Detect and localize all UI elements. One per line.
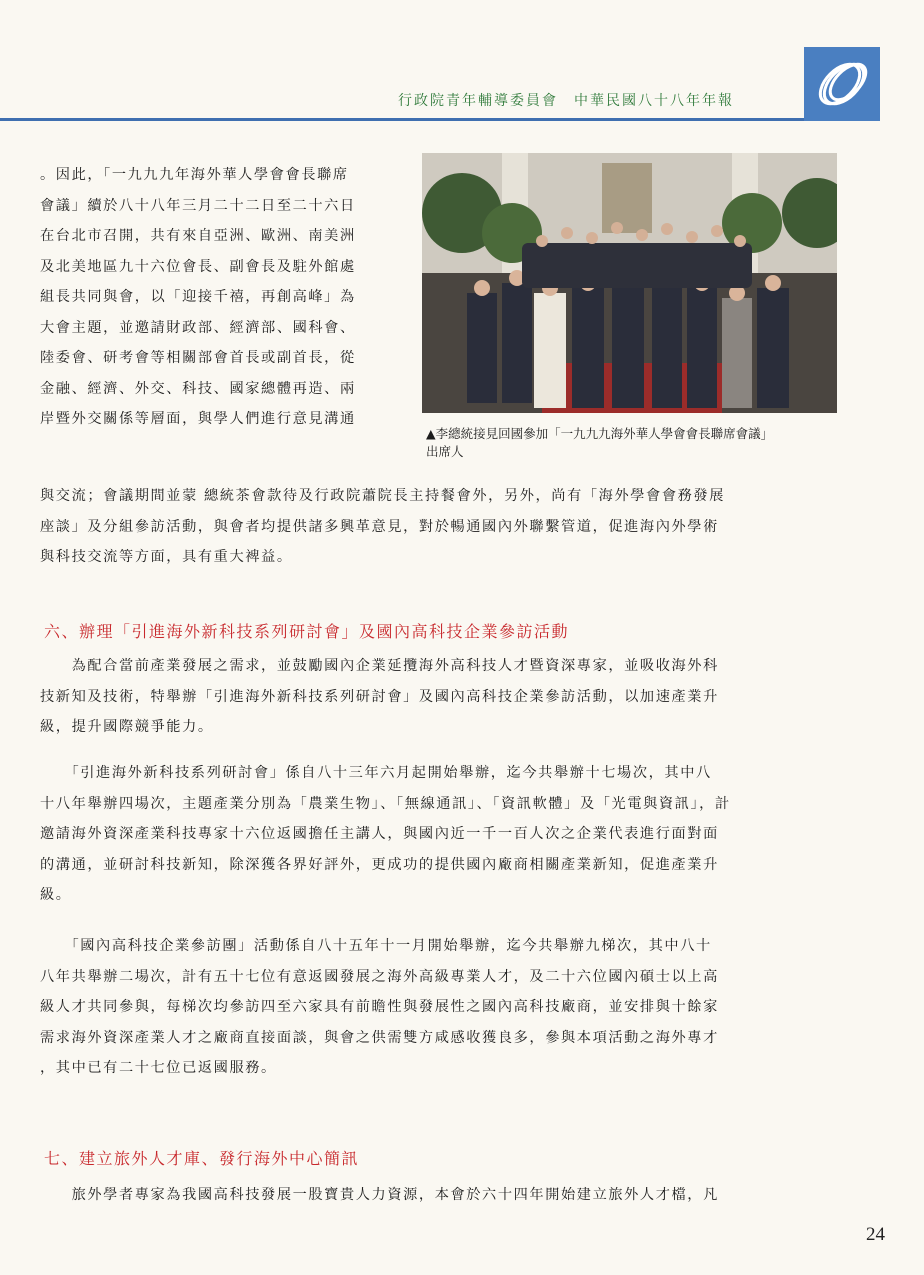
- text-line: 為配合當前產業發展之需求，並鼓勵國內企業延攬海外高科技人才暨資深專家，並吸收海外科: [40, 658, 719, 674]
- photo-caption: [426, 425, 846, 461]
- text-line: 「引進海外新科技系列研討會」係自八十三年六月起開始舉辦，迄今共舉辦十七場次，其中八: [40, 765, 712, 781]
- text-line: 岸暨外交關係等層面，與學人們進行意見溝通: [40, 411, 356, 427]
- caption-line: 出席人: [426, 444, 464, 459]
- section-6-paragraph-3: [40, 931, 880, 1084]
- text-line: 級。: [40, 887, 72, 903]
- text-line: 在台北市召開，共有來自亞洲、歐洲、南美洲: [40, 228, 356, 244]
- text-line: 十八年舉辦四場次，主題產業分別為「農業生物」、「無線通訊」、「資訊軟體」及「光電與資訊」，計: [40, 795, 731, 812]
- text-line: 組長共同與會，以「迎接千禧，再創高峰」為: [40, 289, 356, 305]
- text-line: 座談」及分組參訪活動，與會者均提供諸多興革意見，對於暢通國內外聯繫管道，促進海內外學術: [40, 518, 719, 535]
- text-line: 級人才共同參與，每梯次均參訪四至六家具有前瞻性與發展性之國內高科技廠商，並安排與十餘家: [40, 999, 719, 1015]
- header-title: 行政院青年輔導委員會 中華民國八十八年年報: [398, 93, 734, 109]
- section-6-heading: 六、辦理「引進海外新科技系列研討會」及國內高科技企業參訪活動: [44, 622, 570, 641]
- continuation-paragraph: [40, 481, 880, 573]
- text-line: 大會主題，並邀請財政部、經濟部、國科會、: [40, 319, 356, 336]
- text-line: ，其中已有二十七位已返國服務。: [40, 1060, 277, 1076]
- intro-paragraph: [40, 160, 420, 435]
- group-photo: [422, 153, 837, 413]
- text-line: 陸委會、研考會等相關部會首長或副首長，從: [40, 350, 356, 366]
- text-line: 技新知及技術，特舉辦「引進海外新科技系列研討會」及國內高科技企業參訪活動，以加速產業升: [40, 688, 719, 705]
- text-line: 的溝通，並研討科技新知，除深獲各界好評外，更成功的提供國內廠商相關產業新知，促進產業升: [40, 856, 719, 873]
- text-line: 會議」續於八十八年三月二十二日至二十六日: [40, 197, 356, 214]
- text-line: 級，提升國際競爭能力。: [40, 719, 214, 735]
- rings-logo: [804, 47, 880, 121]
- caption-line: ▲李總統接見回國參加「一九九九海外華人學會會長聯席會議」: [426, 426, 774, 441]
- text-line: 金融、經濟、外交、科技、國家總體再造、兩: [40, 380, 356, 397]
- text-line: 需求海外資深產業人才之廠商直接面談，與會之供需雙方咸感收獲良多，參與本項活動之海外專才: [40, 1029, 719, 1046]
- header-rule: [0, 118, 804, 121]
- text-line: 邀請海外資深產業科技專家十六位返國擔任主講人，與國內近一千一百人次之企業代表進行面對面: [40, 826, 719, 842]
- text-line: 八年共舉辦二場次，計有五十七位有意返國發展之海外高級專業人才，及二十六位國內碩士以上高: [40, 968, 719, 985]
- text-line: 旅外學者專家為我國高科技發展一股寶貴人力資源，本會於六十四年開始建立旅外人才檔，凡: [40, 1187, 719, 1203]
- section-6-paragraph-1: [40, 651, 880, 743]
- text-line: 與科技交流等方面，具有重大裨益。: [40, 549, 293, 565]
- text-line: 。因此，「一九九九年海外華人學會會長聯席: [40, 167, 349, 183]
- section-7-heading: 七、建立旅外人才庫、發行海外中心簡訊: [44, 1149, 360, 1168]
- text-line: 與交流；會議期間並蒙 總統茶會款待及行政院蕭院長主持餐會外，另外，尚有「海外學會會務發展: [40, 488, 725, 504]
- page-number: 24: [866, 1224, 885, 1245]
- section-7-paragraph-1: [40, 1180, 880, 1211]
- section-6-paragraph-2: [40, 758, 880, 911]
- text-line: 及北美地區九十六位會長、副會長及駐外館處: [40, 258, 356, 275]
- text-line: 「國內高科技企業參訪團」活動係自八十五年十一月開始舉辦，迄今共舉辦九梯次，其中八十: [40, 938, 712, 954]
